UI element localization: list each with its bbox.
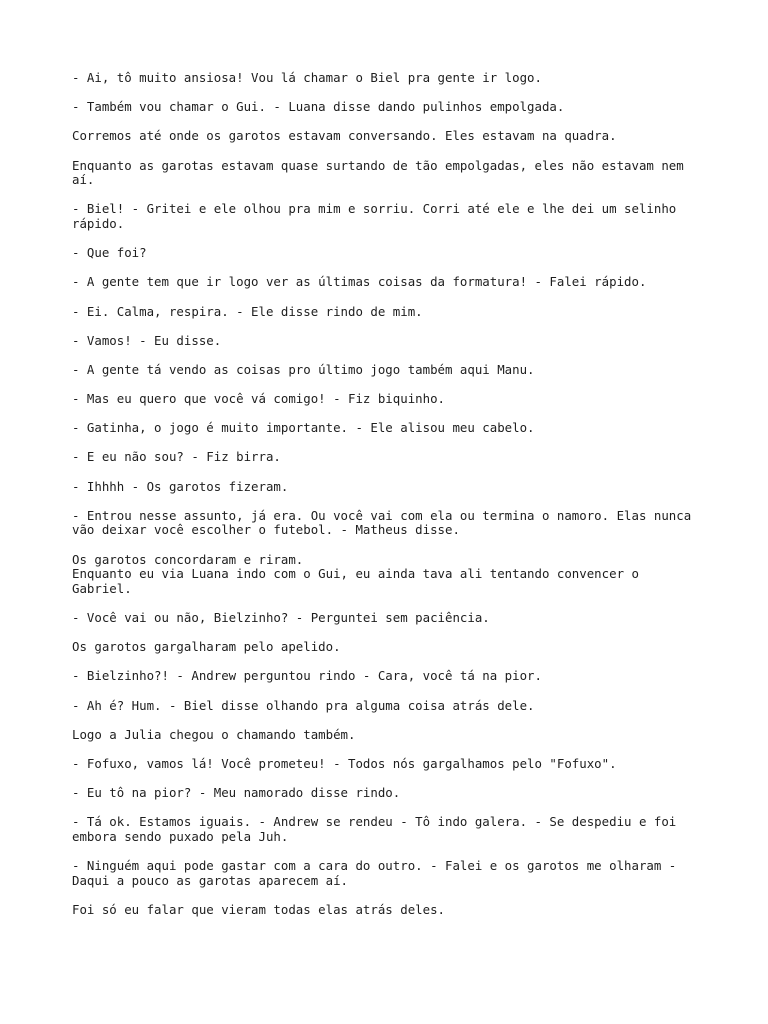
text-line: - Ah é? Hum. - Biel disse olhando pra alguma coisa atrás dele. xyxy=(72,697,535,713)
paragraph xyxy=(72,553,712,597)
paragraph xyxy=(72,129,712,144)
text-line: vão deixar você escolher o futebol. - Matheus disse. xyxy=(72,522,460,538)
text-line: - Ihhhh - Os garotos fizeram. xyxy=(72,478,289,494)
paragraph xyxy=(72,100,712,115)
text-line: - Ninguém aqui pode gastar com a cara do outro. - Falei e os garotos me olharam - xyxy=(72,858,677,874)
text-line: - Biel! - Gritei e ele olhou pra mim e sorriu. Corri até ele e lhe dei um selinho xyxy=(72,201,677,217)
text-line: - Ai, tô muito ansiosa! Vou lá chamar o Biel pra gente ir logo. xyxy=(72,70,542,85)
text-line: - Bielzinho?! - Andrew perguntou rindo - Cara, você tá na pior. xyxy=(72,668,542,684)
paragraph xyxy=(72,334,712,349)
paragraph xyxy=(72,202,712,231)
text-line: Enquanto as garotas estavam quase surtando de tão empolgadas, eles não estavam nem xyxy=(72,157,684,173)
paragraph xyxy=(72,159,712,188)
text-line: - Entrou nesse assunto, já era. Ou você vai com ela ou termina o namoro. Elas nunca xyxy=(72,507,692,523)
paragraph xyxy=(72,392,712,407)
text-line: Corremos até onde os garotos estavam conversando. Eles estavam na quadra. xyxy=(72,128,617,144)
text-line: - E eu não sou? - Fiz birra. xyxy=(72,449,281,465)
text-line: Gabriel. xyxy=(72,580,132,596)
paragraph xyxy=(72,903,712,918)
text-line: - Você vai ou não, Bielzinho? - Perguntei sem paciência. xyxy=(72,609,490,625)
text-line: - Mas eu quero que você vá comigo! - Fiz biquinho. xyxy=(72,391,445,407)
text-line: Daqui a pouco as garotas aparecem aí. xyxy=(72,872,349,888)
document-page xyxy=(72,71,712,932)
paragraph xyxy=(72,728,712,743)
paragraph xyxy=(72,450,712,465)
text-line: - Fofuxo, vamos lá! Você prometeu! - Todos nós gargalhamos pelo "Fofuxo". xyxy=(72,755,617,771)
paragraph xyxy=(72,859,712,888)
text-line: - Também vou chamar o Gui. - Luana disse dando pulinhos empolgada. xyxy=(72,99,565,115)
text-line: Os garotos gargalharam pelo apelido. xyxy=(72,639,341,655)
text-line: embora sendo puxado pela Juh. xyxy=(72,828,289,844)
text-line: rápido. xyxy=(72,215,125,231)
paragraph xyxy=(72,363,712,378)
paragraph xyxy=(72,786,712,801)
text-line: - Vamos! - Eu disse. xyxy=(72,332,222,348)
text-line: aí. xyxy=(72,172,95,188)
paragraph xyxy=(72,611,712,626)
text-line: - Eu tô na pior? - Meu namorado disse rindo. xyxy=(72,785,401,801)
text-line: Foi só eu falar que vieram todas elas atrás deles. xyxy=(72,901,445,917)
text-line: - A gente tem que ir logo ver as últimas coisas da formatura! - Falei rápido. xyxy=(72,274,647,290)
paragraph xyxy=(72,640,712,655)
text-line: - A gente tá vendo as coisas pro último jogo também aqui Manu. xyxy=(72,361,535,377)
paragraph xyxy=(72,71,712,86)
paragraph xyxy=(72,669,712,684)
paragraph xyxy=(72,246,712,261)
paragraph xyxy=(72,421,712,436)
paragraph xyxy=(72,275,712,290)
paragraph xyxy=(72,699,712,714)
paragraph xyxy=(72,480,712,495)
text-line: - Gatinha, o jogo é muito importante. - Ele alisou meu cabelo. xyxy=(72,420,535,436)
text-line: - Tá ok. Estamos iguais. - Andrew se rendeu - Tô indo galera. - Se despediu e foi xyxy=(72,814,677,830)
text-line: Enquanto eu via Luana indo com o Gui, eu ainda tava ali tentando convencer o xyxy=(72,566,639,582)
text-line: - Ei. Calma, respira. - Ele disse rindo de mim. xyxy=(72,303,423,319)
paragraph xyxy=(72,757,712,772)
paragraph xyxy=(72,305,712,320)
text-line: Logo a Julia chegou o chamando também. xyxy=(72,726,356,742)
paragraph xyxy=(72,815,712,844)
text-line: Os garotos concordaram e riram. xyxy=(72,551,304,567)
paragraph xyxy=(72,509,712,538)
text-line: - Que foi? xyxy=(72,245,147,261)
